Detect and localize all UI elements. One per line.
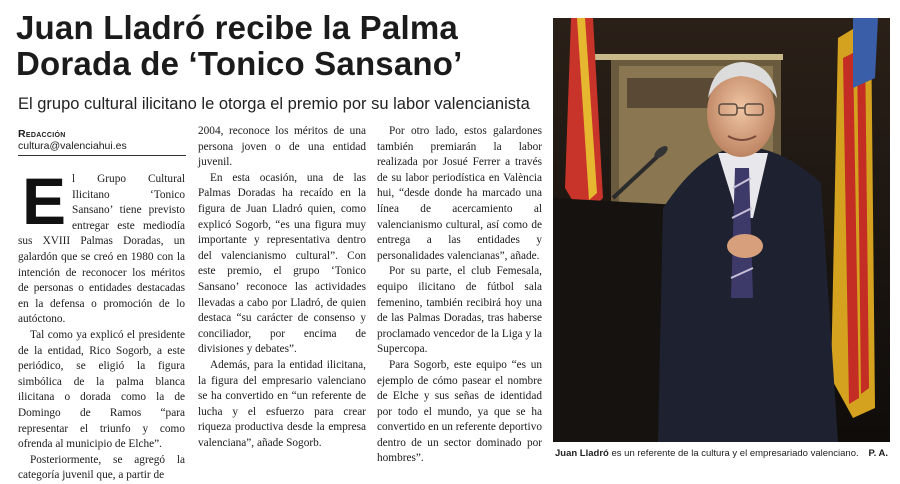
caption-name: Juan Lladró — [555, 448, 609, 459]
caption-text: es un referente de la cultura y el empresariado valenciano. — [608, 448, 859, 459]
photo-caption — [555, 448, 890, 459]
drop-cap: E — [22, 164, 67, 238]
article-column-2 — [198, 124, 366, 451]
article-subhead: El grupo cultural ilicitano le otorga el premio por su labor valencianista — [18, 95, 530, 113]
byline — [18, 128, 186, 156]
paragraph: Por su parte, el club Femesala, equipo ilicitano de fútbol sala femenino, también recibirá hoy una de las Palmas Doradas, tras haberse proclamado vencedor de la Liga y la Supercopa. — [377, 265, 542, 356]
paragraph: Para Sogorb, este equipo “es un ejemplo de cómo pasear el nombre de Elche y sus señas de identidad por todo el mundo, ya que se ha convertido en un referente deportivo dentro de un sector dominado por hombres”. — [377, 358, 542, 465]
article-headline — [16, 10, 546, 82]
byline-email: cultura@valenciahui.es — [18, 140, 186, 156]
paragraph: Por otro lado, estos galardones también premiarán la labor realizada por Josué Ferrer a través de su labor periodística en València hui, “desde donde ha marcado una línea de acercamiento al valencianismo cultural, así como de entrega a las entidades y personalidades valencianas”, añade. — [377, 125, 542, 262]
paragraph: En esta ocasión, una de las Palmas Doradas ha recaído en la figura de Juan Lladró quien, como explicó Sogorb, “es una figura muy importante y representativa dentro del valencianismo cultural”. Con este premio, el grupo ‘Tonico Sansano’ reconoce las actividades llevadas a cabo por Lladró, de quien destaca “su carácter de consenso y conciliador, por encima de divisiones y debates”. — [198, 171, 366, 356]
byline-role: Redacción — [18, 128, 66, 140]
headline-line-2: Dorada de ‘Tonico Sansano’ — [16, 45, 463, 82]
article-photo — [553, 18, 890, 442]
paragraph: 2004, reconoce los méritos de una persona joven o de una entidad juvenil. — [198, 125, 366, 169]
article-column-1 — [18, 164, 185, 484]
paragraph: Tal como ya explicó el presidente de la entidad, Rico Sogorb, a este periódico, se eligió la figura simbólica de la palma blanca ilicitana o dorada como la de Domingo de Ramos “para representar el triunfo y como ofrenda al municipio de Elche”. — [18, 328, 185, 451]
headline-line-1: Juan Lladró recibe la Palma — [16, 9, 458, 46]
article-column-3 — [377, 124, 542, 467]
paragraph: Además, para la entidad ilicitana, la figura del empresario valenciano se ha convertido en “un referente de lucha y el esfuerzo para crear riqueza productiva desde la empresa valenciana”, añade Sogorb. — [198, 358, 366, 449]
paragraph: l Grupo Cultural Ilicitano ‘Tonico Sansano’ tiene previsto entregar este mediodía sus XVIII Palmas Doradas, un galardón que se creó en 1980 con la intención de reconocer los méritos de personas o entidades destacadas en la defensa o promoción de lo autóctono. — [18, 173, 185, 326]
paragraph: Posteriormente, se agregó la categoría juvenil que, a partir de — [18, 453, 185, 482]
photo-illustration — [553, 18, 890, 442]
photo-credit: P. A. — [868, 448, 888, 459]
